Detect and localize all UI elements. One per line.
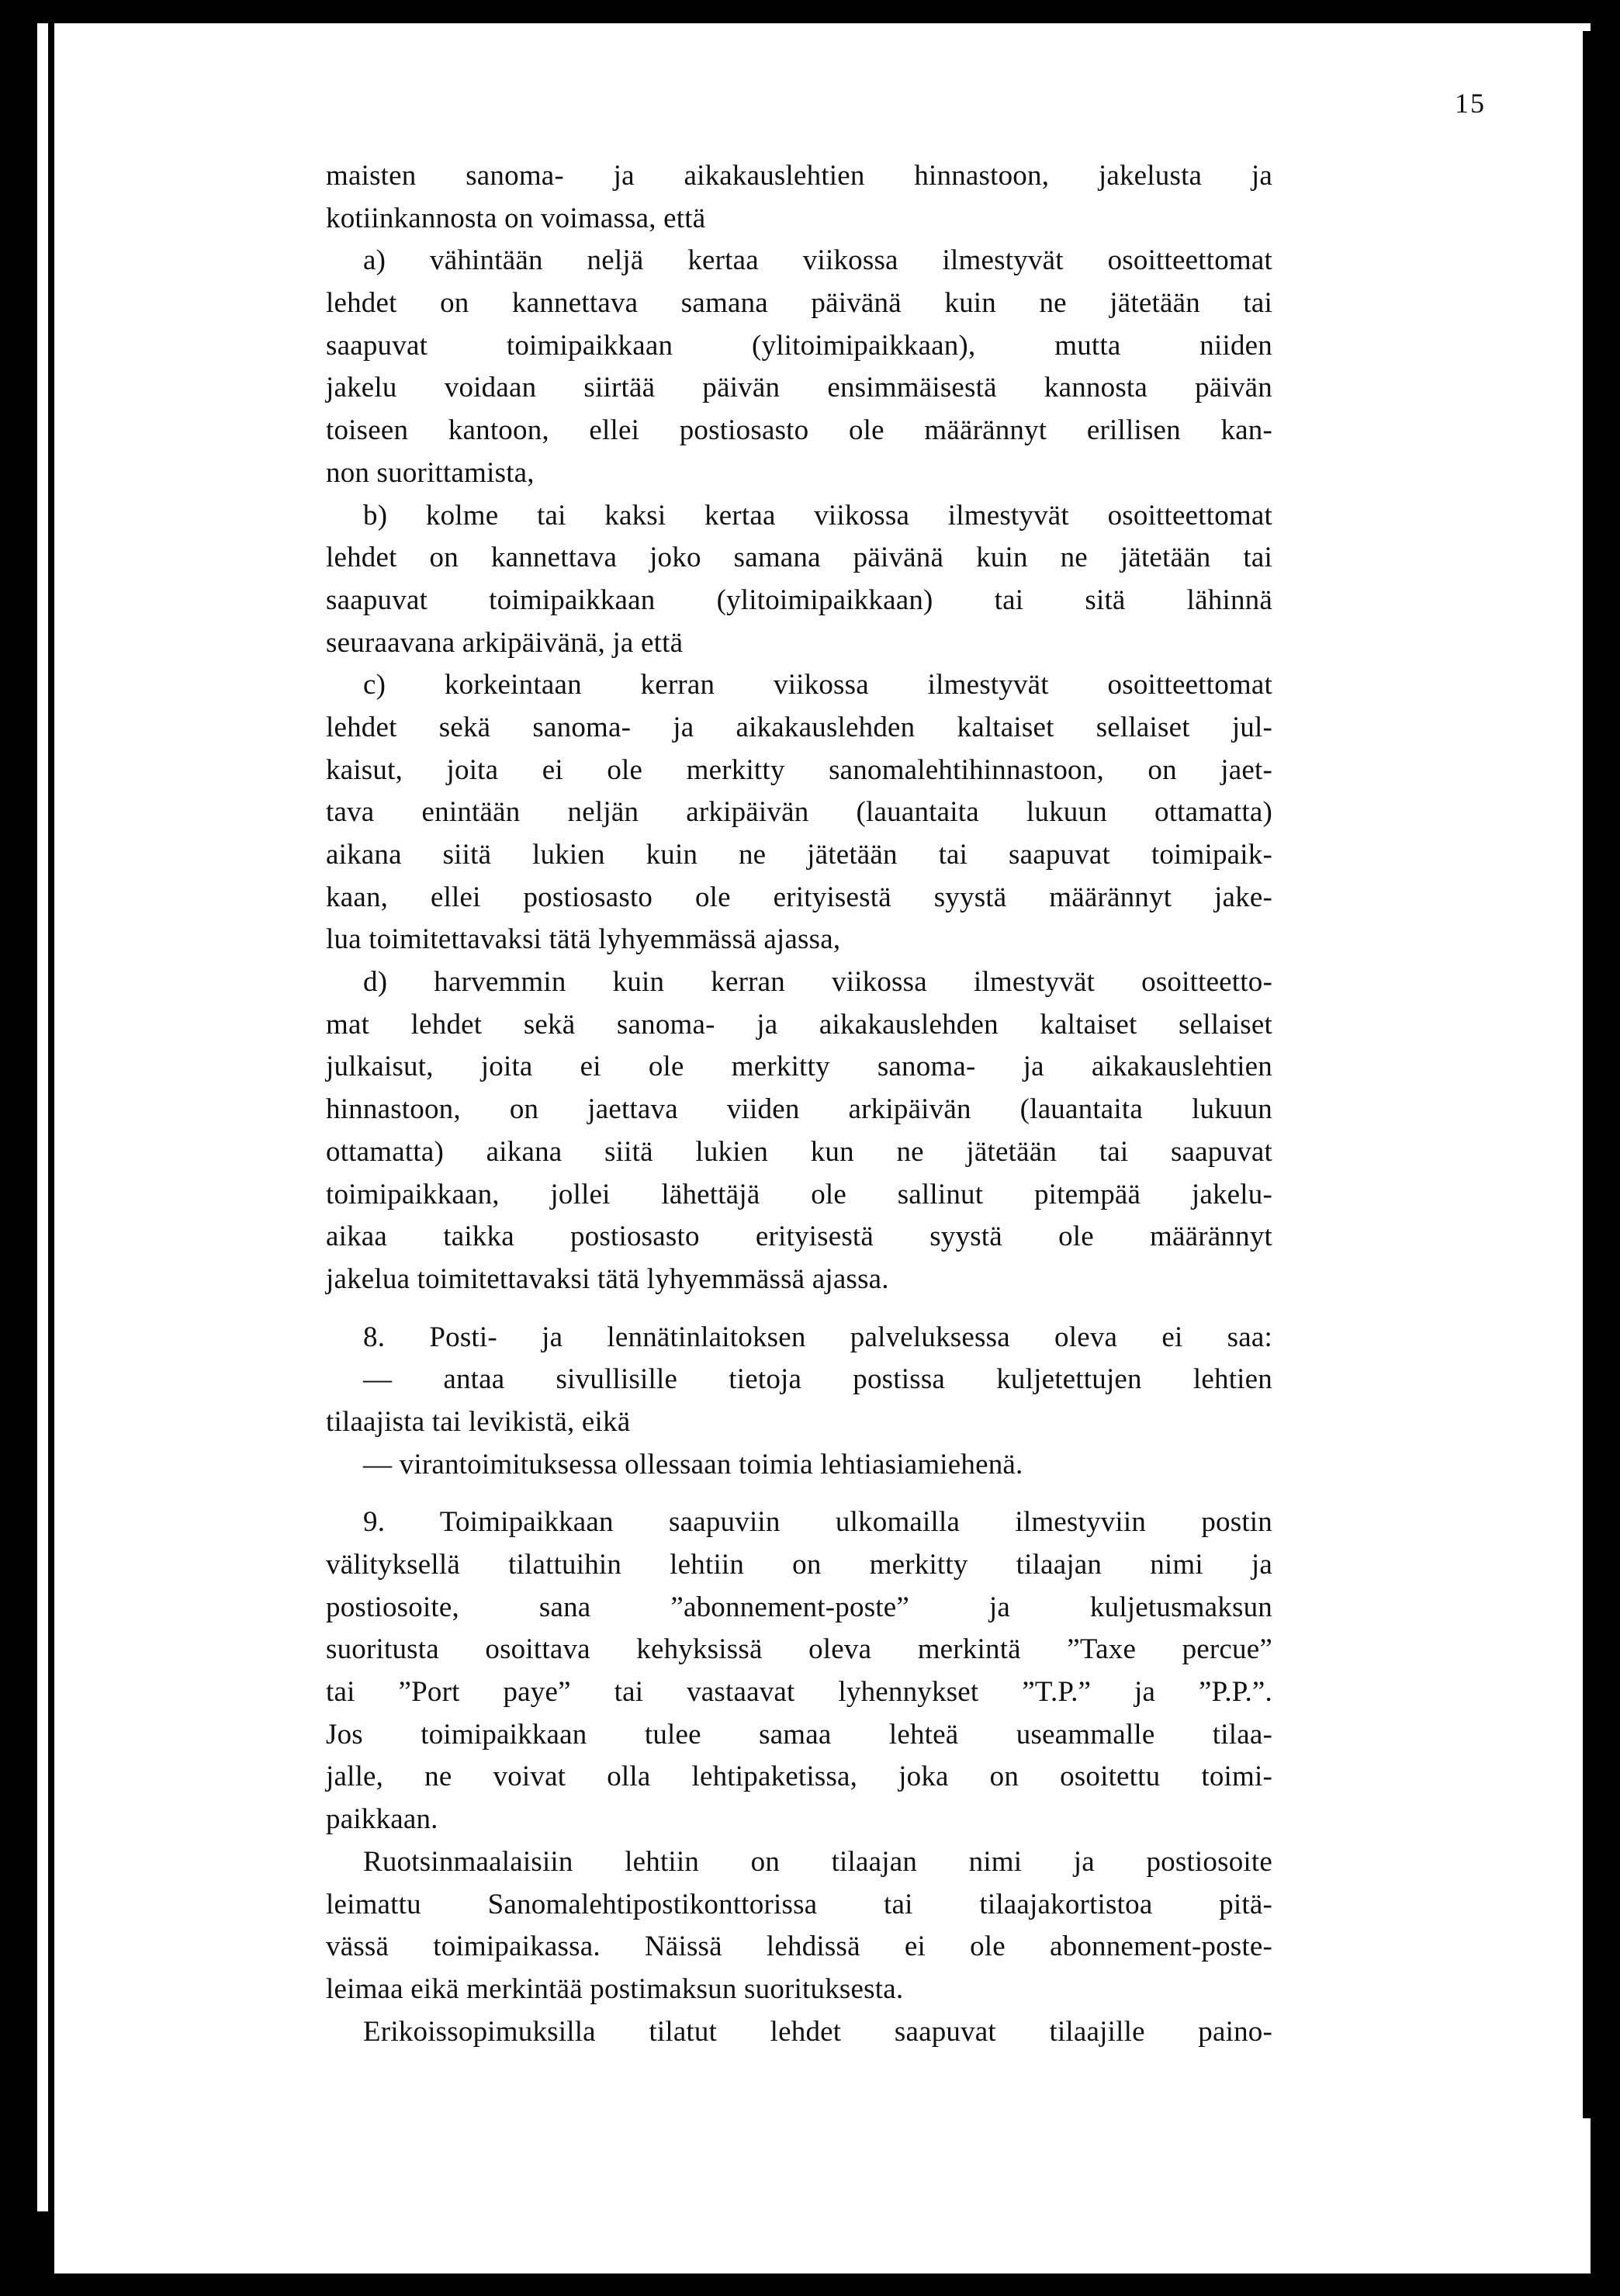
text-line: julkaisut, joita ei ole merkitty sanoma- ja aikakauslehtien xyxy=(326,1051,1272,1083)
text-line: leimattu Sanomalehtipostikonttorissa tai tilaajakortistoa pitä- xyxy=(326,1888,1272,1920)
scan-border-right xyxy=(1583,31,1592,2118)
text-line: paikkaan. xyxy=(326,1803,438,1836)
text-line: lua toimitettavaksi tätä lyhyemmässä ajassa, xyxy=(326,923,841,956)
text-line: kotiinkannosta on voimassa, että xyxy=(326,202,706,234)
text-line: — antaa sivullisille tietoja postissa kuljetettujen lehtien xyxy=(363,1363,1272,1396)
text-line: ottamatta) aikana siitä lukien kun ne jätetään tai saapuvat xyxy=(326,1135,1272,1168)
text-line: lehdet on kannettava samana päivänä kuin ne jätetään tai xyxy=(326,287,1272,320)
scan-border-left xyxy=(37,23,48,2211)
paragraph xyxy=(326,2011,1272,2054)
text-line: vässä toimipaikassa. Näissä lehdissä ei ole abonnement-poste- xyxy=(326,1931,1272,1963)
text-line: toimipaikkaan, jollei lähettäjä ole sallinut pitempää jakelu- xyxy=(326,1178,1272,1210)
paragraph xyxy=(326,1317,1272,1487)
text-line: jalle, ne voivat olla lehtipaketissa, joka on osoitettu toimi- xyxy=(326,1761,1272,1793)
text-line: kaan, ellei postiosasto ole erityisestä syystä määrännyt jake- xyxy=(326,881,1272,913)
text-line: postiosoite, sana ”abonnement-poste” ja kuljetusmaksun xyxy=(326,1591,1272,1623)
text-line: 9. Toimipaikkaan saapuviin ulkomailla ilmestyviin postin xyxy=(363,1506,1272,1539)
text-line: Jos toimipaikkaan tulee samaa lehteä useammalle tilaa- xyxy=(326,1718,1272,1751)
text-line: mat lehdet sekä sanoma- ja aikakauslehden kaltaiset sellaiset xyxy=(326,1008,1272,1041)
text-line: 8. Posti- ja lennätinlaitoksen palveluksessa oleva ei saa: xyxy=(363,1321,1272,1353)
text-line: hinnastoon, on jaettava viiden arkipäivän (lauantaita lukuun xyxy=(326,1093,1272,1126)
text-line: tava enintään neljän arkipäivän (lauantaita lukuun ottamatta) xyxy=(326,796,1272,829)
text-line: lehdet sekä sanoma- ja aikakauslehden kaltaiset sellaiset jul- xyxy=(326,711,1272,743)
text-line: d) harvemmin kuin kerran viikossa ilmestyvät osoitteetto- xyxy=(363,966,1272,999)
body-text xyxy=(326,155,1272,2053)
paragraph xyxy=(326,155,1272,240)
text-line: leimaa eikä merkintää postimaksun suorituksesta. xyxy=(326,1972,904,2005)
text-line: jakelua toimitettavaksi tätä lyhyemmässä ajassa. xyxy=(326,1262,889,1295)
paragraph xyxy=(326,1841,1272,2011)
text-line: kaisut, joita ei ole merkitty sanomalehtihinnastoon, on jaet- xyxy=(326,753,1272,786)
text-line: seuraavana arkipäivänä, ja että xyxy=(326,626,684,659)
text-line: non suorittamista, xyxy=(326,456,535,489)
paragraph xyxy=(326,664,1272,961)
page-number: 15 xyxy=(1455,88,1486,119)
text-line: c) korkeintaan kerran viikossa ilmestyvät osoitteettomat xyxy=(363,669,1272,701)
text-line: aikaa taikka postiosasto erityisestä syystä ole määrännyt xyxy=(326,1221,1272,1253)
text-line: maisten sanoma- ja aikakauslehtien hinnastoon, jakelusta ja xyxy=(326,160,1272,192)
text-line: välityksellä tilattuihin lehtiin on merkitty tilaajan nimi ja xyxy=(326,1549,1272,1581)
text-line: — virantoimituksessa ollessaan toimia lehtiasiamiehenä. xyxy=(363,1448,1023,1480)
text-line: saapuvat toimipaikkaan (ylitoimipaikkaan) tai sitä lähinnä xyxy=(326,584,1272,616)
paragraph-gap xyxy=(326,1486,1272,1501)
text-line: suoritusta osoittava kehyksissä oleva merkintä ”Taxe percue” xyxy=(326,1633,1272,1666)
paragraph xyxy=(326,240,1272,494)
text-line: Erikoissopimuksilla tilatut lehdet saapuvat tilaajille paino- xyxy=(363,2015,1272,2048)
text-line: tai ”Port paye” tai vastaavat lyhennykset ”T.P.” ja ”P.P.”. xyxy=(326,1676,1272,1709)
paragraph xyxy=(326,1501,1272,1841)
paragraph-gap xyxy=(326,1301,1272,1317)
text-line: tilaajista tai levikistä, eikä xyxy=(326,1405,631,1438)
paragraph xyxy=(326,961,1272,1301)
text-line: aikana siitä lukien kuin ne jätetään tai saapuvat toimipaik- xyxy=(326,839,1272,871)
text-line: lehdet on kannettava joko samana päivänä kuin ne jätetään tai xyxy=(326,542,1272,574)
paragraph xyxy=(326,495,1272,665)
text-line: Ruotsinmaalaisiin lehtiin on tilaajan nimi ja postiosoite xyxy=(363,1845,1272,1878)
text-line: toiseen kantoon, ellei postiosasto ole määrännyt erillisen kan- xyxy=(326,414,1272,447)
text-line: a) vähintään neljä kertaa viikossa ilmestyvät osoitteettomat xyxy=(363,244,1272,277)
text-line: b) kolme tai kaksi kertaa viikossa ilmestyvät osoitteettomat xyxy=(363,499,1272,532)
text-line: jakelu voidaan siirtää päivän ensimmäisestä kannosta päivän xyxy=(326,372,1272,404)
text-line: saapuvat toimipaikkaan (ylitoimipaikkaan), mutta niiden xyxy=(326,329,1272,362)
